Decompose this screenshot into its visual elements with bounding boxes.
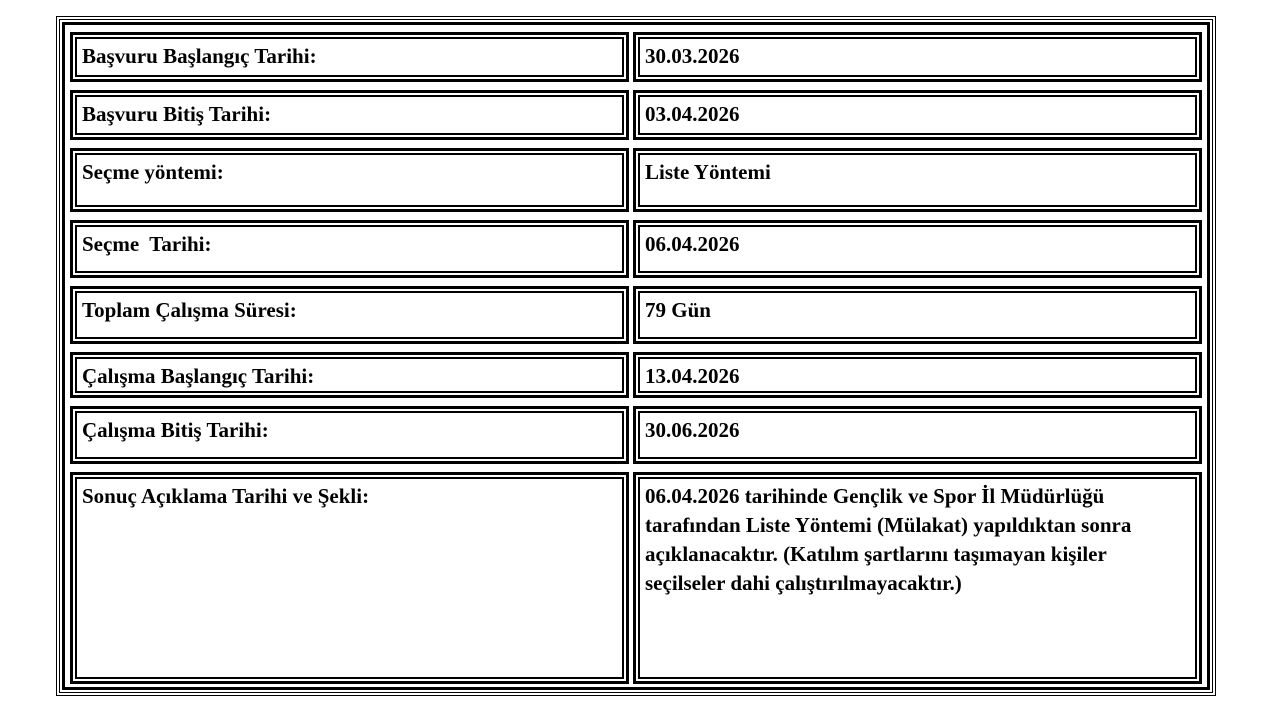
value-total-work-period: 79 Gün: [635, 288, 1200, 342]
label-application-end: Başvuru Bitiş Tarihi:: [72, 92, 627, 138]
table-row-selection-method: [72, 150, 1200, 210]
table-row-selection-date: [72, 222, 1200, 276]
value-selection-method: Liste Yöntemi: [635, 150, 1200, 210]
value-work-end: 30.06.2026: [635, 408, 1200, 462]
table-row-work-end: [72, 408, 1200, 462]
table-row-total-work-period: [72, 288, 1200, 342]
table-row-result-announcement: [72, 474, 1200, 682]
label-total-work-period: Toplam Çalışma Süresi:: [72, 288, 627, 342]
value-work-start: 13.04.2026: [635, 354, 1200, 396]
label-work-end: Çalışma Bitiş Tarihi:: [72, 408, 627, 462]
value-result-announcement: 06.04.2026 tarihinde Gençlik ve Spor İl Müdürlüğü tarafından Liste Yöntemi (Mülakat) yapıldıktan sonra açıklanacaktır. (Katılım şartlarını taşımayan kişiler seçilseler dahi çalıştırılmayacaktır.): [635, 474, 1200, 682]
label-selection-method: Seçme yöntemi:: [72, 150, 627, 210]
value-application-end: 03.04.2026: [635, 92, 1200, 138]
table-row-work-start: [72, 354, 1200, 396]
table-row-application-start: [72, 34, 1200, 80]
value-application-start: 30.03.2026: [635, 34, 1200, 80]
label-result-announcement: Sonuç Açıklama Tarihi ve Şekli:: [72, 474, 627, 682]
info-table-grid: [72, 34, 1200, 680]
table-row-application-end: [72, 92, 1200, 138]
label-application-start: Başvuru Başlangıç Tarihi:: [72, 34, 627, 80]
value-selection-date: 06.04.2026: [635, 222, 1200, 276]
label-selection-date: Seçme Tarihi:: [72, 222, 627, 276]
label-work-start: Çalışma Başlangıç Tarihi:: [72, 354, 627, 396]
info-table: [56, 16, 1216, 696]
